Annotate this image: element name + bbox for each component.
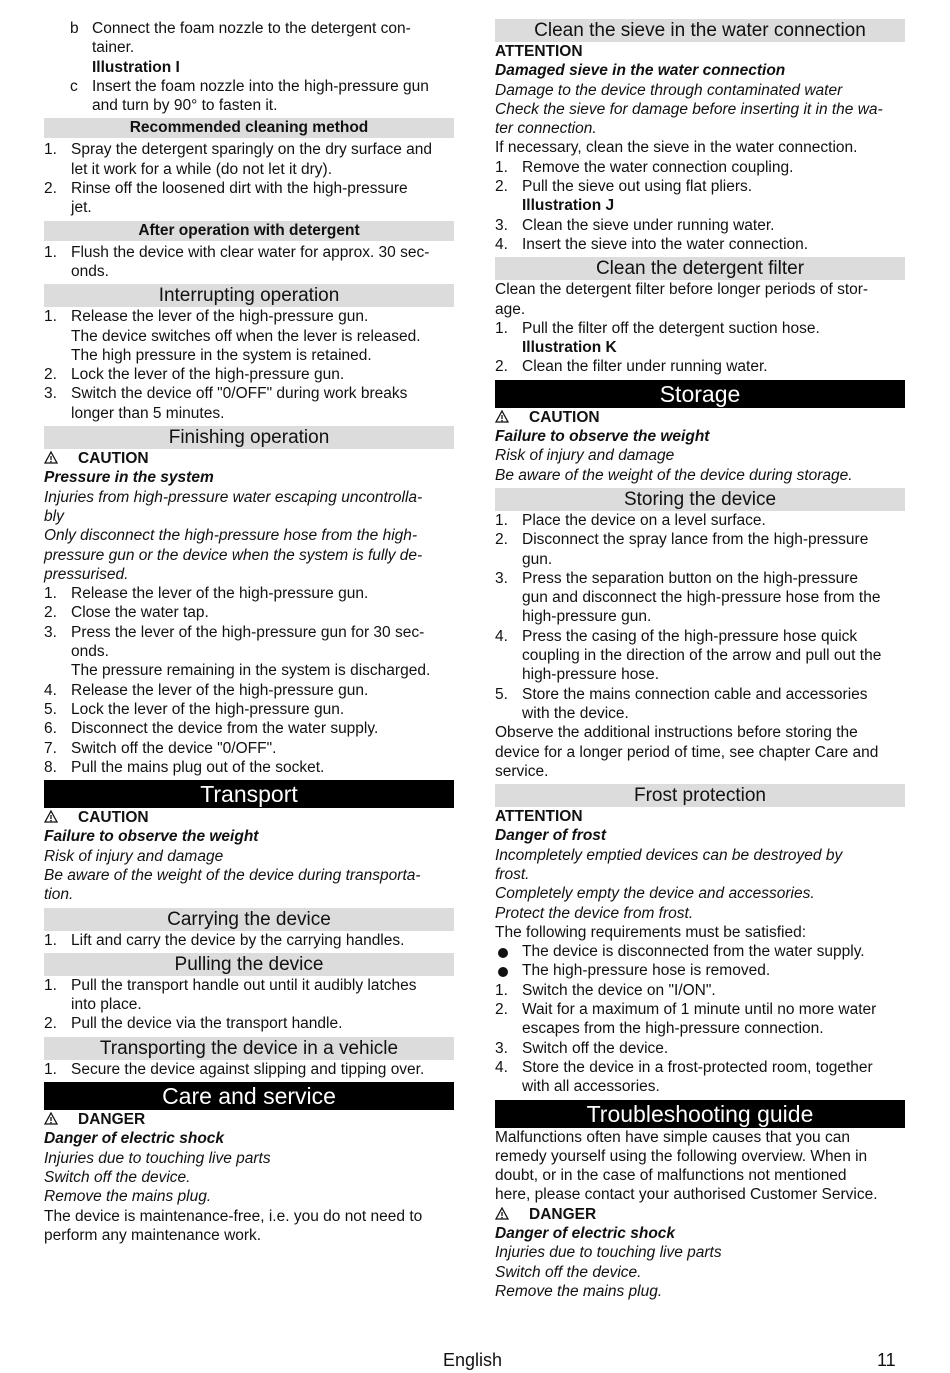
illustration-ref: Illustration I (92, 58, 180, 76)
attention-label: ATTENTION (495, 43, 583, 60)
warning-triangle-icon (495, 1207, 509, 1220)
list-item: 1. Spray the detergent sparingly on the dry surface and let it work for a while (do not let it dry). (44, 141, 433, 178)
list-item: 4. Store the device in a frost-protected room, together with all accessories. (495, 1058, 873, 1096)
list-item: 3. Press the lever of the high-pressure gun for 30 sec- onds. The pressure remaining in the system is discharged. (44, 623, 431, 680)
list-item: 3. Switch the device off "0/OFF" during work breaks longer than 5 minutes. (44, 385, 408, 422)
attention-label: ATTENTION (495, 808, 583, 826)
hazard-line: bly (44, 507, 64, 525)
warning-triangle-icon (44, 1112, 58, 1125)
paragraph-line: age. (495, 300, 526, 318)
hazard-line: Incompletely emptied devices can be destroyed by (495, 846, 843, 864)
hazard-line: ter connection. (495, 120, 597, 138)
caution-label: CAUTION (44, 808, 454, 827)
hazard-line: Remove the mains plug. (44, 1188, 212, 1206)
hazard-title: Failure to observe the weight (44, 828, 259, 846)
line: Insert the foam nozzle into the high-pressure gun (92, 77, 429, 95)
hazard-line: Injuries due to touching live parts (44, 1149, 271, 1167)
paragraph-line: Clean the detergent filter before longer periods of stor- (495, 281, 869, 299)
paragraph-line: device for a longer period of time, see chapter Care and (495, 743, 879, 761)
footer-language: English (443, 1350, 503, 1370)
list-item: 4. Press the casing of the high-pressure hose quick coupling in the direction of the arrow and pull out the high-pressure hose. (495, 627, 882, 684)
list-item: 1. Pull the filter off the detergent suction hose. Illustration K (495, 319, 905, 358)
hazard-line: Remove the mains plug. (495, 1282, 663, 1300)
list-item: 5. Lock the lever of the high-pressure gun. (44, 700, 345, 718)
hazard-title: Danger of frost (495, 827, 607, 845)
hazard-line: Be aware of the weight of the device during transporta- (44, 866, 421, 884)
hazard-line: Check the sieve for damage before inserting it in the wa- (495, 100, 883, 118)
right-column (495, 19, 905, 1301)
paragraph-line: perform any maintenance work. (44, 1226, 262, 1244)
bullet-icon (498, 948, 508, 958)
list-item: 1. Release the lever of the high-pressure gun. (44, 585, 369, 603)
paragraph-line: The following requirements must be satisfied: (495, 923, 807, 941)
section-heading: Pulling the device (44, 953, 454, 976)
hazard-title: Pressure in the system (44, 469, 214, 487)
chapter-heading: Care and service (44, 1082, 454, 1110)
hazard-line: Risk of injury and damage (44, 847, 224, 865)
section-heading: Recommended cleaning method (44, 118, 454, 138)
section-heading: Clean the detergent filter (495, 257, 905, 280)
section-heading: Transporting the device in a vehicle (44, 1037, 454, 1060)
list-item: 2. Clean the filter under running water. (495, 358, 768, 376)
line: Connect the foam nozzle to the detergent con- (92, 20, 411, 37)
hazard-line: Only disconnect the high-pressure hose from the high- (44, 527, 418, 545)
paragraph-line: doubt, or in the case of malfunctions not mentioned (495, 1167, 847, 1185)
list-item: 3. Press the separation button on the high-pressure gun and disconnect the high-pressure hose from the high-pressure gun. (495, 569, 881, 626)
chapter-heading: Storage (495, 380, 905, 408)
hazard-line: Injuries from high-pressure water escaping uncontrolla- (44, 488, 423, 506)
illustration-ref: Illustration K (522, 339, 617, 357)
section-heading: Finishing operation (44, 426, 454, 449)
list-item: 1. Place the device on a level surface. (495, 511, 766, 529)
chapter-heading: Troubleshooting guide (495, 1100, 905, 1128)
hazard-line: Completely empty the device and accessories. (495, 885, 815, 903)
list-item: 2. Disconnect the spray lance from the high-pressure gun. (495, 531, 869, 568)
hazard-line: Injuries due to touching live parts (495, 1244, 722, 1262)
list-item: 2. Pull the device via the transport handle. (44, 1015, 343, 1033)
hazard-line: Switch off the device. (495, 1263, 642, 1281)
list-item: 2. Pull the sieve out using flat pliers. Illustration J (495, 177, 905, 216)
hazard-line: Damage to the device through contaminated water (495, 81, 843, 99)
page-number: 11 (877, 1350, 896, 1370)
hazard-line: pressurised. (44, 565, 129, 583)
section-heading: Storing the device (495, 488, 905, 511)
list-item: 1. Remove the water connection coupling. (495, 158, 794, 176)
hazard-line: tion. (44, 886, 74, 904)
list-item: 1. Flush the device with clear water for approx. 30 sec- onds. (44, 243, 430, 280)
caution-label: CAUTION (44, 449, 454, 468)
list-item: 2. Wait for a maximum of 1 minute until no more water escapes from the high-pressure connection. (495, 1001, 877, 1038)
list-item: 2. Close the water tap. (44, 604, 209, 622)
list-item: 1. Release the lever of the high-pressure gun. The device switches off when the lever is released. The high pressure in the system is retained. (44, 308, 421, 364)
list-item: 1. Switch the device on "I/ON". (495, 981, 716, 999)
section-heading: Carrying the device (44, 908, 454, 931)
hazard-title: Danger of electric shock (495, 1225, 676, 1243)
list-item: 2. Rinse off the loosened dirt with the high-pressure jet. (44, 180, 408, 217)
hazard-title: Danger of electric shock (44, 1130, 225, 1148)
section-heading: Frost protection (495, 784, 905, 807)
section-heading: Clean the sieve in the water connection (495, 19, 905, 42)
warning-triangle-icon (495, 410, 509, 423)
section-heading: Interrupting operation (44, 284, 454, 307)
list-item: 8. Pull the mains plug out of the socket. (44, 758, 325, 776)
paragraph-line: here, please contact your authorised Customer Service. (495, 1186, 878, 1204)
list-item: 5. Store the mains connection cable and accessories with the device. (495, 685, 868, 722)
bullet-item: The device is disconnected from the water supply. (495, 942, 905, 961)
left-column (44, 19, 454, 1245)
hazard-line: frost. (495, 865, 530, 883)
bullet-icon (498, 967, 508, 977)
hazard-line: Be aware of the weight of the device during storage. (495, 466, 853, 484)
hazard-line: Risk of injury and damage (495, 447, 675, 465)
list-item: 3. Clean the sieve under running water. (495, 216, 775, 234)
line: and turn by 90° to fasten it. (92, 97, 278, 115)
list-item: 6. Disconnect the device from the water supply. (44, 720, 379, 738)
paragraph-line: remedy yourself using the following overview. When in (495, 1147, 868, 1165)
hazard-line: pressure gun or the device when the system is fully de- (44, 546, 423, 564)
danger-label: DANGER (44, 1110, 454, 1129)
paragraph-line: The device is maintenance-free, i.e. you do not need to (44, 1207, 423, 1225)
hazard-title: Damaged sieve in the water connection (495, 62, 786, 80)
paragraph-line: Observe the additional instructions before storing the (495, 724, 858, 742)
list-item: 4. Insert the sieve into the water connection. (495, 235, 809, 253)
bullet-item: The high-pressure hose is removed. (495, 961, 905, 980)
list-item: c Insert the foam nozzle into the high-pressure gun and turn by 90° to fasten it. (44, 77, 454, 116)
hazard-line: Switch off the device. (44, 1168, 191, 1186)
paragraph-line: Malfunctions often have simple causes that you can (495, 1128, 850, 1146)
danger-label: DANGER (495, 1205, 905, 1224)
paragraph-line: If necessary, clean the sieve in the water connection. (495, 139, 858, 157)
illustration-ref: Illustration J (522, 197, 615, 215)
chapter-heading: Transport (44, 780, 454, 808)
list-item: 7. Switch off the device "0/OFF". (44, 739, 277, 757)
list-item: 1. Lift and carry the device by the carrying handles. (44, 931, 405, 949)
line: tainer. (92, 39, 135, 57)
section-heading: After operation with detergent (44, 221, 454, 241)
list-item: 2. Lock the lever of the high-pressure gun. (44, 366, 345, 384)
list-item: 3. Switch off the device. (495, 1039, 669, 1057)
hazard-title: Failure to observe the weight (495, 428, 710, 446)
list-item: 4. Release the lever of the high-pressure gun. (44, 681, 369, 699)
caution-label: CAUTION (495, 408, 905, 427)
warning-triangle-icon (44, 451, 58, 464)
list-item: 1. Pull the transport handle out until it audibly latches into place. (44, 976, 417, 1014)
hazard-line: Protect the device from frost. (495, 904, 694, 922)
list-item: 1. Secure the device against slipping and tipping over. (44, 1060, 425, 1078)
paragraph-line: service. (495, 762, 549, 780)
list-item: b Connect the foam nozzle to the detergent con- tainer. Illustration I (44, 19, 454, 77)
warning-triangle-icon (44, 810, 58, 823)
